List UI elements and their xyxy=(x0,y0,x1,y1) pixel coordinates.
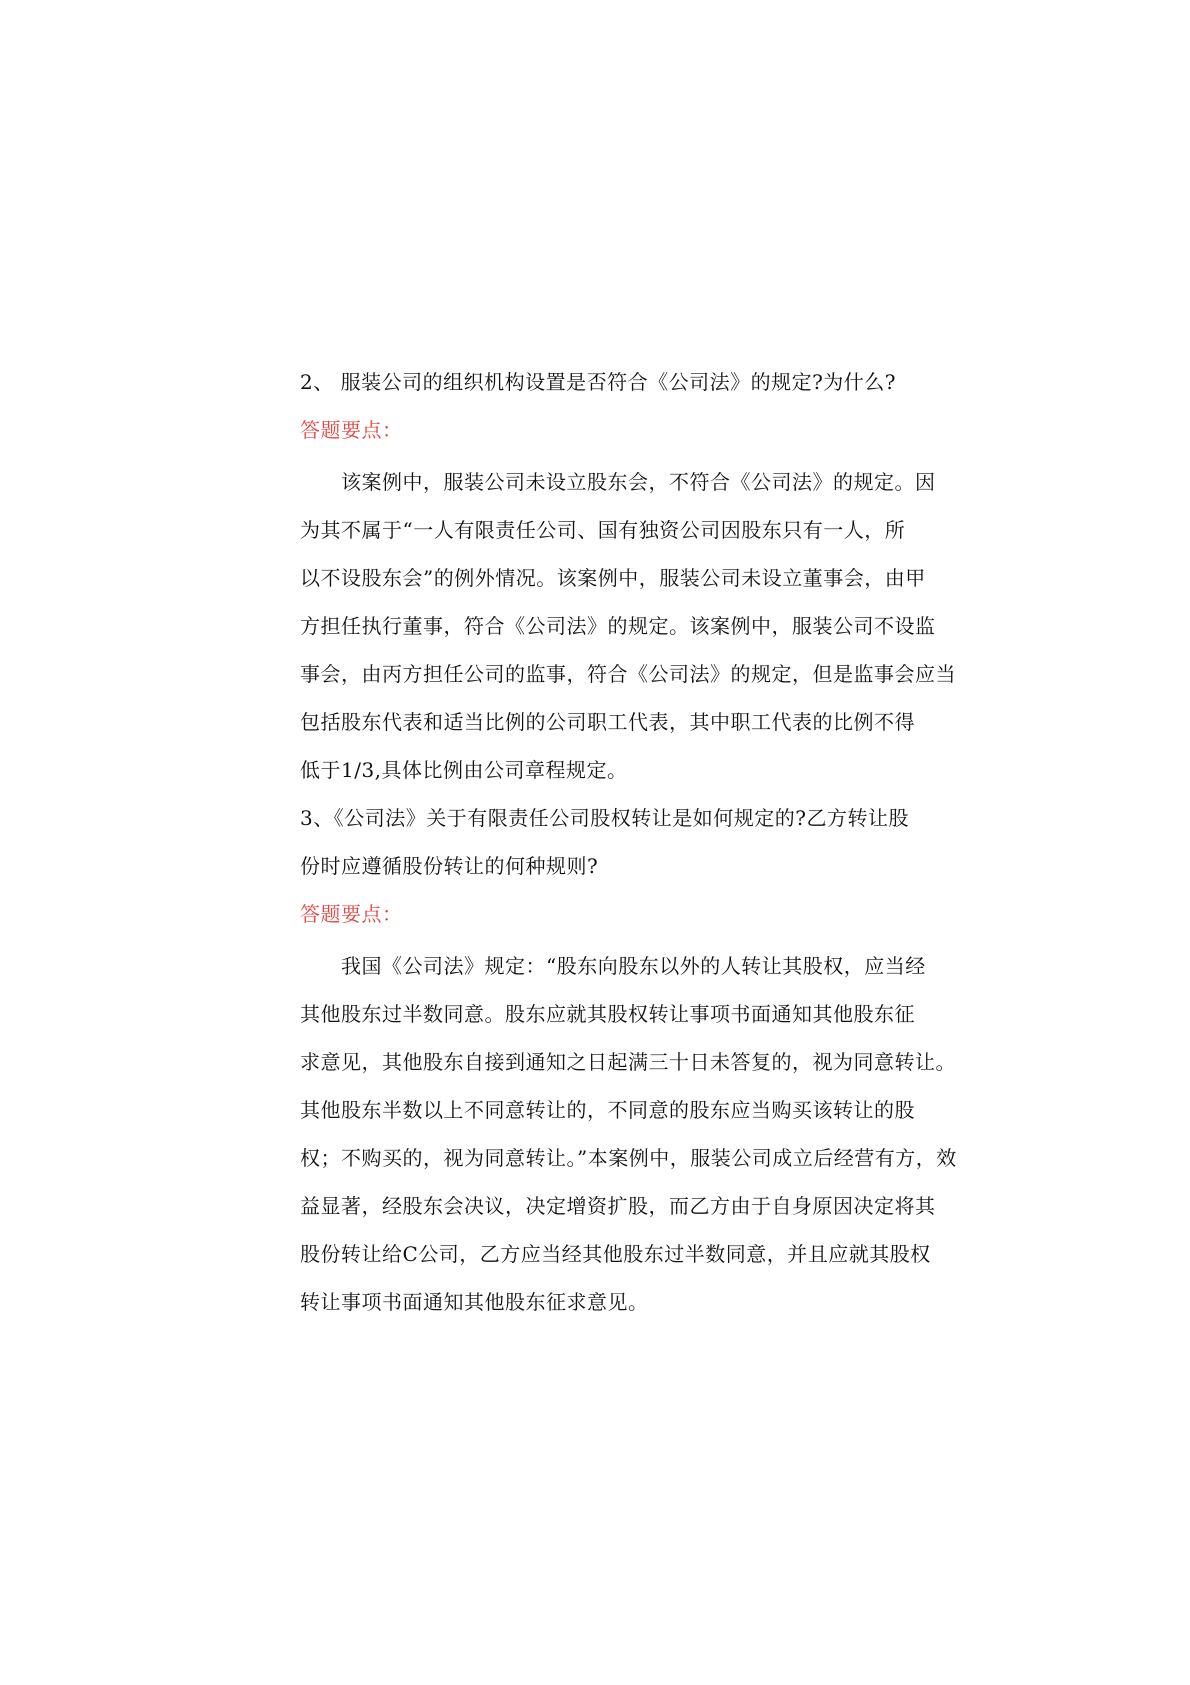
answer-2-line: 事会，由丙方担任公司的监事，符合《公司法》的规定，但是监事会应当 xyxy=(300,662,956,686)
question-3-line: 3、《公司法》关于有限责任公司股权转让是如何规定的?乙方转让股 xyxy=(300,806,909,830)
answer-3-line: 其他股东过半数同意。股东应就其股权转让事项书面通知其他股东征 xyxy=(300,1002,915,1026)
answer-2 xyxy=(300,458,960,794)
question-2: 2、 服装公司的组织机构设置是否符合《公司法》的规定?为什么? xyxy=(300,370,897,394)
question-3 xyxy=(300,794,960,890)
document-body xyxy=(300,358,960,1326)
answer-3 xyxy=(300,942,960,1326)
question-3-line: 份时应遵循股份转让的何种规则? xyxy=(300,854,599,878)
answer-2-line: 以不设股东会”的例外情况。该案例中，服装公司未设立董事会，由甲 xyxy=(300,566,926,590)
answer-2-line: 为其不属于“一人有限责任公司、国有独资公司因股东只有一人，所 xyxy=(300,518,906,542)
answer-2-line: 方担任执行董事，符合《公司法》的规定。该案例中，服装公司不设监 xyxy=(300,614,936,638)
answer-heading-3: 答题要点： xyxy=(300,902,403,926)
answer-3-line: 益显著，经股东会决议，决定增资扩股，而乙方由于自身原因决定将其 xyxy=(300,1194,936,1218)
answer-2-line: 低于1/3,具体比例由公司章程规定。 xyxy=(300,758,628,782)
answer-3-line: 转让事项书面通知其他股东征求意见。 xyxy=(300,1290,649,1314)
answer-3-line: 其他股东半数以上不同意转让的，不同意的股东应当购买该转让的股 xyxy=(300,1098,915,1122)
answer-3-line: 权；不购买的，视为同意转让。”本案例中，服装公司成立后经营有方，效 xyxy=(300,1146,957,1170)
answer-3-line: 求意见，其他股东自接到通知之日起满三十日未答复的，视为同意转让。 xyxy=(300,1050,956,1074)
answer-heading-2: 答题要点： xyxy=(300,418,403,442)
answer-2-line: 包括股东代表和适当比例的公司职工代表，其中职工代表的比例不得 xyxy=(300,710,915,734)
answer-3-line: 股份转让给C公司，乙方应当经其他股东过半数同意，并且应就其股权 xyxy=(300,1242,931,1266)
answer-3-line: 我国《公司法》规定：“股东向股东以外的人转让其股权，应当经 xyxy=(300,954,926,978)
answer-2-line: 该案例中，服装公司未设立股东会，不符合《公司法》的规定。因 xyxy=(300,470,936,494)
